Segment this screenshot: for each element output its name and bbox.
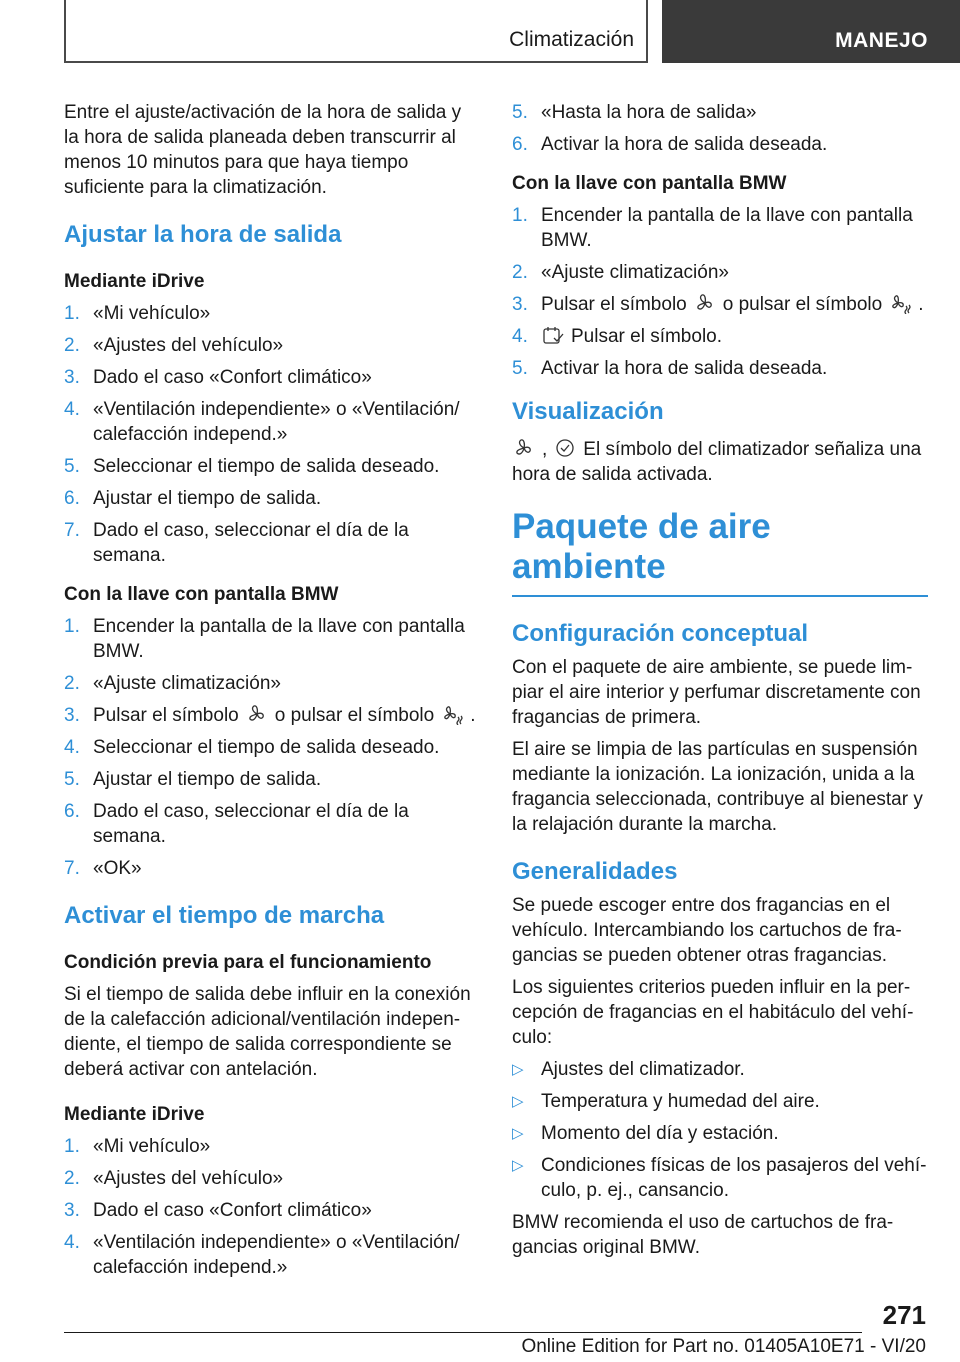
visual-paragraph: , El símbolo del climatizador señaliza una hora de salida activada. — [512, 439, 922, 485]
list-item: 3. Pulsar el símbolo o pulsar el símbolo . — [64, 705, 476, 726]
list-item: 7. «OK» — [64, 858, 142, 879]
general-paragraph-2: Los siguientes criterios pueden influir en la percepción de fragancias en el habitáculo del vehículo: — [512, 977, 914, 1048]
heading-generalidades: Generalidades — [512, 858, 678, 885]
list-item: 5. Ajustar el tiempo de salida. — [64, 769, 322, 790]
list-item: 3. Pulsar el símbolo o pulsar el símbolo . — [512, 294, 924, 315]
list-item: ▷ Ajustes del climatizador. — [512, 1059, 745, 1080]
bullet-triangle-icon: ▷ — [512, 1093, 524, 1110]
list-item: 4. Pulsar el símbolo. — [512, 326, 723, 347]
clock-icon — [553, 437, 577, 459]
list-item: 2. «Ajustes del vehículo» — [64, 1168, 284, 1189]
subheading-key-display-2: Con la llave con pantalla BMW — [512, 173, 787, 194]
page-header — [0, 0, 960, 66]
heater-fan-icon — [440, 703, 464, 725]
heading-visualizacion: Visualización — [512, 398, 664, 425]
list-item: 4. «Ventilación independiente» o «Ventilación/ calefacción independ.» — [64, 1232, 460, 1278]
footer-divider — [64, 1332, 862, 1333]
general-paragraph-3: BMW recomienda el uso de cartuchos de fragancias original BMW. — [512, 1212, 894, 1258]
list-item: 3. Dado el caso «Confort climático» — [64, 367, 372, 388]
list-item: 1. «Mi vehículo» — [64, 303, 211, 324]
list-item: 5. Seleccionar el tiempo de salida deseado. — [64, 456, 440, 477]
list-item: ▷ Temperatura y humedad del aire. — [512, 1091, 820, 1112]
list-item: 5. Activar la hora de salida deseada. — [512, 358, 828, 379]
heater-fan-icon — [888, 292, 912, 314]
section-title: Climatización — [509, 28, 634, 51]
list-item: ▷ Condiciones físicas de los pasajeros del vehículo, p. ej., cansancio. — [512, 1155, 927, 1201]
list-item: 6. Ajustar el tiempo de salida. — [64, 488, 322, 509]
list-item: 4. Seleccionar el tiempo de salida deseado. — [64, 737, 440, 758]
criteria-list — [512, 1057, 928, 1203]
chapter-tab: MANEJO — [662, 0, 960, 63]
list-item: 3. Dado el caso «Confort climático» — [64, 1200, 372, 1221]
left-column — [64, 100, 480, 1294]
list-item: 2. «Ajustes del vehículo» — [64, 335, 284, 356]
heading-activar-tiempo: Activar el tiempo de marcha — [64, 902, 385, 929]
right-column — [512, 100, 928, 1267]
condition-paragraph: Si el tiempo de salida debe influir en la conexión de la calefacción adicional/ventilación independiente, el tiempo de salida correspondiente se deberá activar con antelación. — [64, 984, 471, 1080]
bullet-triangle-icon: ▷ — [512, 1125, 524, 1142]
bullet-triangle-icon: ▷ — [512, 1157, 524, 1174]
subheading-condicion: Condición previa para el funcionamiento — [64, 952, 432, 973]
list-item: 1. «Mi vehículo» — [64, 1136, 211, 1157]
subheading-idrive: Mediante iDrive — [64, 271, 205, 292]
intro-paragraph: Entre el ajuste/activación de la hora de salida y la hora de salida planeada deben transcurrir al menos 10 minutos para que haya tiempo suficiente para la climatización. — [64, 102, 462, 198]
list-item: 1. Encender la pantalla de la llave con pantalla BMW. — [64, 616, 465, 662]
list-item: 6. Activar la hora de salida deseada. — [512, 134, 828, 155]
list-item: 6. Dado el caso, seleccionar el día de la semana. — [64, 801, 409, 847]
general-paragraph-1: Se puede escoger entre dos fragancias en el vehículo. Intercambiando los cartuchos de fragancias se pueden obtener otras fragancias. — [512, 895, 902, 966]
config-paragraph-1: Con el paquete de aire ambiente, se puede limpiar el aire interior y perfumar discretamente con fragancias de primera. — [512, 657, 921, 728]
list-item: 4. «Ventilación independiente» o «Ventilación/ calefacción independ.» — [64, 399, 460, 445]
subheading-key-display: Con la llave con pantalla BMW — [64, 584, 339, 605]
list-item: 2. «Ajuste climatización» — [512, 262, 729, 283]
heading-configuracion: Configuración conceptual — [512, 620, 809, 647]
steps-idrive-2 — [64, 1134, 480, 1280]
page-number: 271 — [882, 1300, 926, 1330]
list-item: 2. «Ajuste climatización» — [64, 673, 281, 694]
steps-idrive-1 — [64, 301, 480, 568]
list-item: ▷ Momento del día y estación. — [512, 1123, 779, 1144]
heading-ajustar-hora: Ajustar la hora de salida — [64, 221, 342, 248]
heading-paquete-aire: Paquete de aire ambiente — [512, 507, 928, 597]
fan-icon — [512, 437, 536, 459]
list-item: 5. «Hasta la hora de salida» — [512, 102, 757, 123]
subheading-idrive-2: Mediante iDrive — [64, 1104, 205, 1125]
list-item: 1. Encender la pantalla de la llave con pantalla BMW. — [512, 205, 913, 251]
list-item: 7. Dado el caso, seleccionar el día de la semana. — [64, 520, 409, 566]
steps-key-display-2 — [512, 203, 928, 381]
fan-icon — [245, 703, 269, 725]
steps-idrive-continued — [512, 100, 928, 157]
section-tab — [64, 0, 648, 63]
steps-key-display-1 — [64, 614, 480, 881]
config-paragraph-2: El aire se limpia de las partículas en suspensión mediante la ionización. La ionización, unida a la fragancia seleccionada, contribuye al bienestar y la relajación durante la marcha. — [512, 739, 923, 835]
footer-edition: Online Edition for Part no. 01405A10E71 - VI/20 — [521, 1336, 926, 1357]
bullet-triangle-icon: ▷ — [512, 1061, 524, 1078]
fan-icon — [693, 292, 717, 314]
timer-check-icon — [541, 324, 565, 346]
